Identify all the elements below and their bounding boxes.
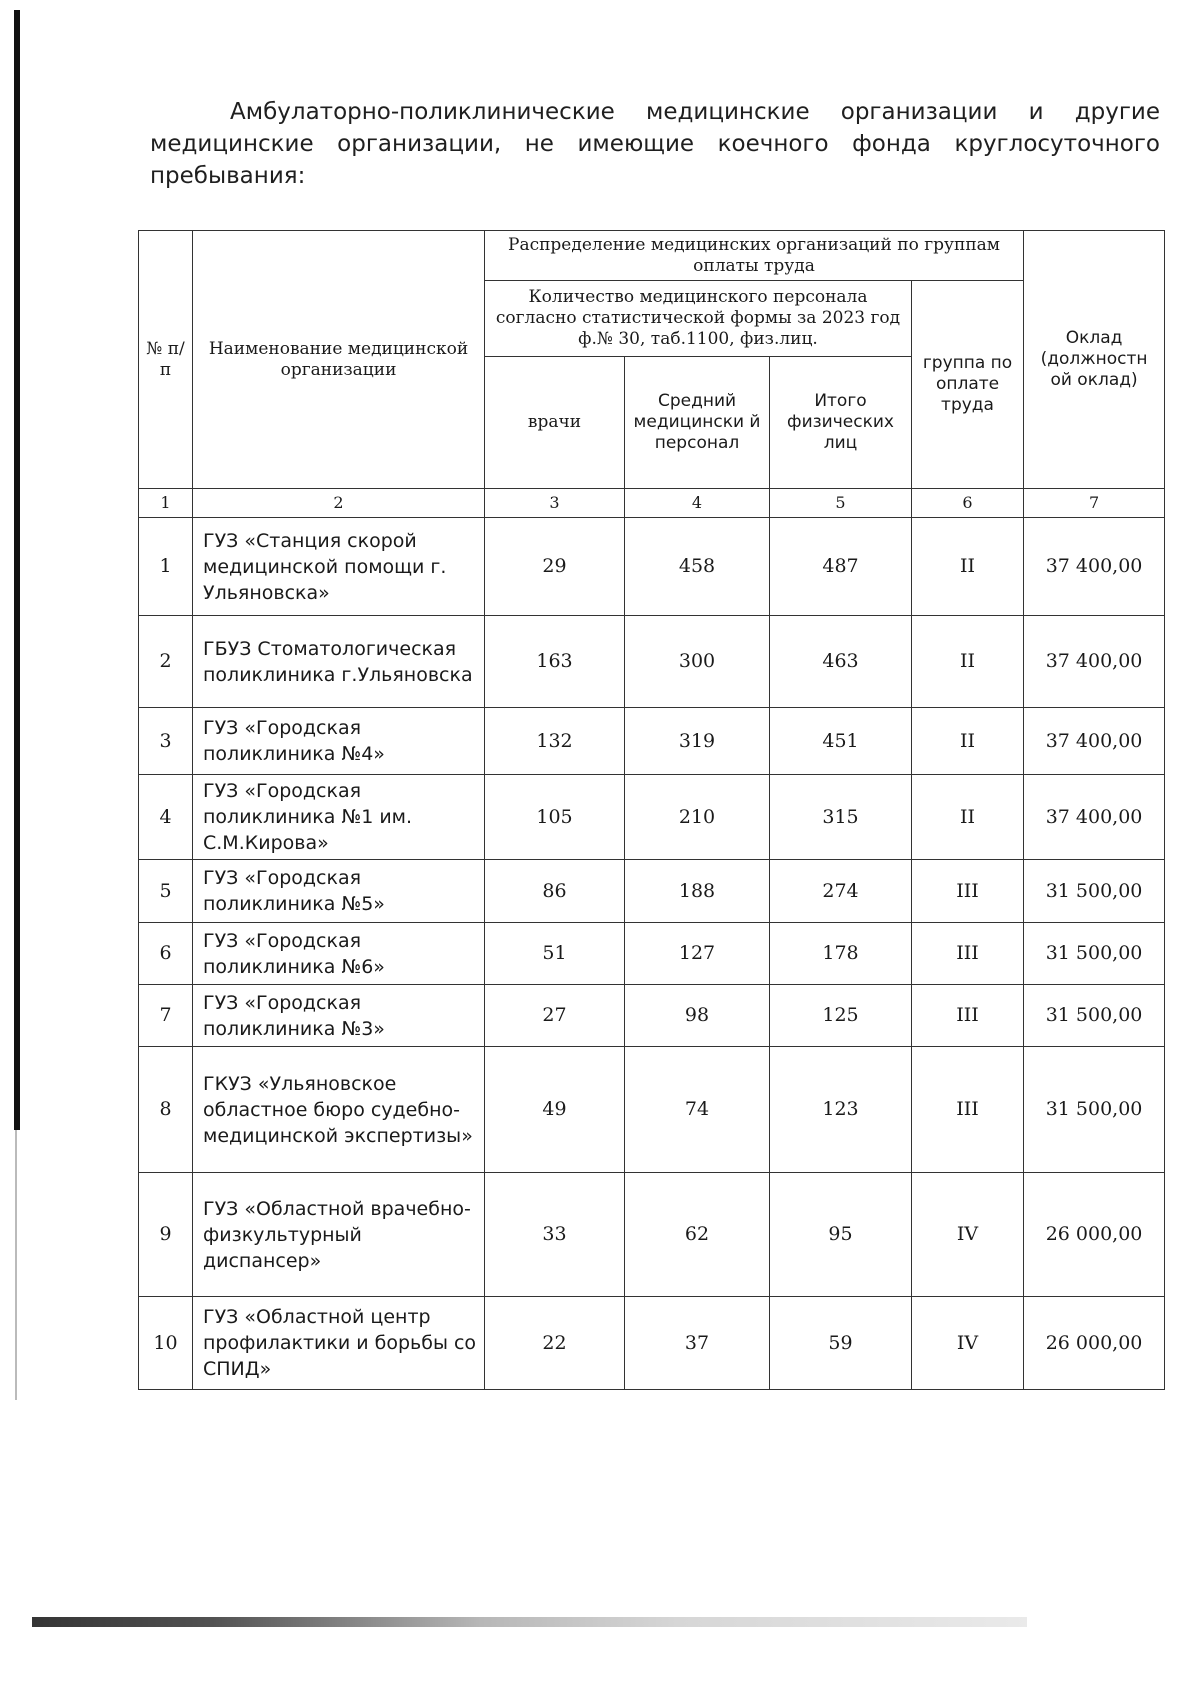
row-number: 7 — [139, 985, 193, 1047]
doctors-count: 27 — [485, 985, 625, 1047]
total-count: 125 — [770, 985, 912, 1047]
table-row — [139, 1173, 1165, 1297]
doctors-count: 29 — [485, 518, 625, 616]
column-numbers-row — [139, 489, 1165, 518]
doctors-count: 163 — [485, 616, 625, 708]
row-number: 3 — [139, 708, 193, 775]
pay-group: III — [912, 1047, 1024, 1173]
org-name: ГУЗ «Городская поликлиника №6» — [193, 923, 485, 985]
doctors-count: 51 — [485, 923, 625, 985]
salary: 26 000,00 — [1024, 1173, 1165, 1297]
scan-edge-mark-faint — [15, 1130, 17, 1400]
total-count: 95 — [770, 1173, 912, 1297]
row-number: 4 — [139, 775, 193, 860]
pay-group: III — [912, 923, 1024, 985]
header-name: Наименование медицинской организации — [193, 231, 485, 489]
table-row — [139, 860, 1165, 923]
scan-edge-mark — [14, 10, 20, 1130]
row-number: 9 — [139, 1173, 193, 1297]
table-row — [139, 985, 1165, 1047]
total-count: 315 — [770, 775, 912, 860]
mid-staff-count: 210 — [625, 775, 770, 860]
mid-staff-count: 300 — [625, 616, 770, 708]
pay-group: II — [912, 775, 1024, 860]
total-count: 274 — [770, 860, 912, 923]
doctors-count: 132 — [485, 708, 625, 775]
row-number: 1 — [139, 518, 193, 616]
mid-staff-count: 62 — [625, 1173, 770, 1297]
mid-staff-count: 127 — [625, 923, 770, 985]
intro-paragraph: Амбулаторно-поликлинические медицинские организации и другие медицинские организации, не имеющие коечного фонда круглосуточного пребывания: — [150, 99, 1160, 189]
column-number: 4 — [625, 489, 770, 518]
table-row — [139, 775, 1165, 860]
pay-group: II — [912, 518, 1024, 616]
mid-staff-count: 188 — [625, 860, 770, 923]
row-number: 10 — [139, 1297, 193, 1390]
salary: 37 400,00 — [1024, 775, 1165, 860]
doctors-count: 33 — [485, 1173, 625, 1297]
row-number: 6 — [139, 923, 193, 985]
header-staff: Количество медицинского персонала согласно статистической формы за 2023 год ф.№ 30, таб.1100, физ.лиц. — [485, 281, 912, 357]
header-row-1 — [139, 231, 1165, 281]
salary: 31 500,00 — [1024, 1047, 1165, 1173]
salary: 37 400,00 — [1024, 518, 1165, 616]
total-count: 178 — [770, 923, 912, 985]
organizations-table — [138, 230, 1165, 1390]
header-mid-staff: Средний медицински й персонал — [625, 357, 770, 489]
header-num: № п/п — [139, 231, 193, 489]
table-row — [139, 518, 1165, 616]
total-count: 487 — [770, 518, 912, 616]
table-row — [139, 616, 1165, 708]
table-row — [139, 708, 1165, 775]
org-name: ГУЗ «Станция скорой медицинской помощи г. Ульяновска» — [193, 518, 485, 616]
row-number: 8 — [139, 1047, 193, 1173]
salary: 31 500,00 — [1024, 860, 1165, 923]
doctors-count: 49 — [485, 1047, 625, 1173]
column-number: 1 — [139, 489, 193, 518]
total-count: 123 — [770, 1047, 912, 1173]
mid-staff-count: 319 — [625, 708, 770, 775]
row-number: 2 — [139, 616, 193, 708]
doctors-count: 105 — [485, 775, 625, 860]
org-name: ГУЗ «Городская поликлиника №5» — [193, 860, 485, 923]
header-group: группа по оплате труда — [912, 281, 1024, 489]
total-count: 451 — [770, 708, 912, 775]
header-salary: Оклад (должностн ой оклад) — [1024, 231, 1165, 489]
salary: 31 500,00 — [1024, 985, 1165, 1047]
mid-staff-count: 458 — [625, 518, 770, 616]
total-count: 463 — [770, 616, 912, 708]
table-row — [139, 923, 1165, 985]
doctors-count: 86 — [485, 860, 625, 923]
salary: 31 500,00 — [1024, 923, 1165, 985]
column-number: 6 — [912, 489, 1024, 518]
pay-group: IV — [912, 1173, 1024, 1297]
scan-bottom-artifact — [32, 1617, 1027, 1627]
total-count: 59 — [770, 1297, 912, 1390]
header-total: Итого физических лиц — [770, 357, 912, 489]
header-doctors: врачи — [485, 357, 625, 489]
pay-group: II — [912, 708, 1024, 775]
pay-group: III — [912, 860, 1024, 923]
salary: 37 400,00 — [1024, 616, 1165, 708]
pay-group: IV — [912, 1297, 1024, 1390]
org-name: ГУЗ «Городская поликлиника №1 им. С.М.Кирова» — [193, 775, 485, 860]
column-number: 3 — [485, 489, 625, 518]
mid-staff-count: 98 — [625, 985, 770, 1047]
column-number: 5 — [770, 489, 912, 518]
org-name: ГБУЗ Стоматологическая поликлиника г.Ульяновска — [193, 616, 485, 708]
header-distribution: Распределение медицинских организаций по группам оплаты труда — [485, 231, 1024, 281]
column-number: 2 — [193, 489, 485, 518]
org-name: ГКУЗ «Ульяновское областное бюро судебно-медицинской экспертизы» — [193, 1047, 485, 1173]
org-name: ГУЗ «Городская поликлиника №4» — [193, 708, 485, 775]
org-name: ГУЗ «Областной врачебно-физкультурный диспансер» — [193, 1173, 485, 1297]
doctors-count: 22 — [485, 1297, 625, 1390]
salary: 37 400,00 — [1024, 708, 1165, 775]
org-name: ГУЗ «Городская поликлиника №3» — [193, 985, 485, 1047]
pay-group: II — [912, 616, 1024, 708]
column-number: 7 — [1024, 489, 1165, 518]
row-number: 5 — [139, 860, 193, 923]
table-row — [139, 1297, 1165, 1390]
mid-staff-count: 37 — [625, 1297, 770, 1390]
salary: 26 000,00 — [1024, 1297, 1165, 1390]
pay-group: III — [912, 985, 1024, 1047]
table-row — [139, 1047, 1165, 1173]
org-name: ГУЗ «Областной центр профилактики и борьбы со СПИД» — [193, 1297, 485, 1390]
mid-staff-count: 74 — [625, 1047, 770, 1173]
